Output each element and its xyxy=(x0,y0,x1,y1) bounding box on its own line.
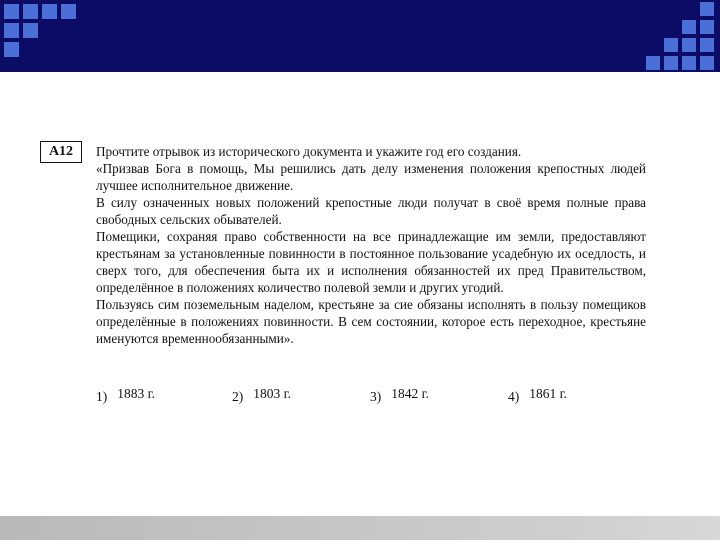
decor-square xyxy=(4,42,19,57)
answer-option-1[interactable] xyxy=(96,386,155,402)
document-paragraph-1: «Призвав Бога в помощь, Мы решились дать делу изменения положения крепостных людей лучшее исполнительное движение. xyxy=(96,161,646,193)
decor-square xyxy=(4,23,19,38)
header-banner xyxy=(0,0,720,72)
document-paragraph-2: В силу означенных новых положений крепостные люди получат в своё время полные права свободных сельских обывателей. xyxy=(96,195,646,227)
answer-option-value: 1883 г. xyxy=(117,386,156,401)
decor-square xyxy=(23,23,38,38)
answer-option-value: 1861 г. xyxy=(529,386,568,401)
decor-square xyxy=(682,56,696,70)
answer-option-3[interactable] xyxy=(370,386,429,402)
answer-option-value: 1842 г. xyxy=(391,386,430,401)
decor-square xyxy=(700,56,714,70)
question-number-box: А12 xyxy=(40,141,82,163)
decor-square xyxy=(42,4,57,19)
decor-square xyxy=(682,38,696,52)
decor-square xyxy=(700,38,714,52)
decor-square xyxy=(700,2,714,16)
answer-option-4[interactable] xyxy=(508,386,567,402)
footer-bar xyxy=(0,516,720,540)
question-prompt: Прочтите отрывок из исторического документа и укажите год его создания. xyxy=(96,144,522,159)
decor-square xyxy=(700,20,714,34)
answer-option-2[interactable] xyxy=(232,386,291,402)
answer-option-number: 4) xyxy=(508,389,520,404)
decor-square xyxy=(664,56,678,70)
answer-option-number: 2) xyxy=(232,389,244,404)
answer-option-number: 3) xyxy=(370,389,382,404)
answer-option-value: 1803 г. xyxy=(253,386,292,401)
question-text xyxy=(96,143,646,347)
answer-option-number: 1) xyxy=(96,389,108,404)
decor-square xyxy=(664,38,678,52)
document-paragraph-4: Пользуясь сим поземельным наделом, крестьяне за сие обязаны исполнять в пользу помещиков определённые в положениях повинности. В сем состоянии, которое есть переходное, крестьяне именуются временнообязанными». xyxy=(96,297,646,346)
decor-square xyxy=(23,4,38,19)
decor-square xyxy=(646,56,660,70)
decor-square xyxy=(61,4,76,19)
decor-square xyxy=(682,20,696,34)
document-paragraph-3: Помещики, сохраняя право собственности на все принадлежащие им земли, предоставляют крестьянам за установленные повинности в постоянное пользование усадебную их оседлость, и сверх того, для обеспечения быта их и исполнения обязанностей их пред Правительством, определённое в положениях количество полевой земли и других угодий. xyxy=(96,229,646,295)
decor-square xyxy=(4,4,19,19)
answer-options xyxy=(0,386,720,406)
